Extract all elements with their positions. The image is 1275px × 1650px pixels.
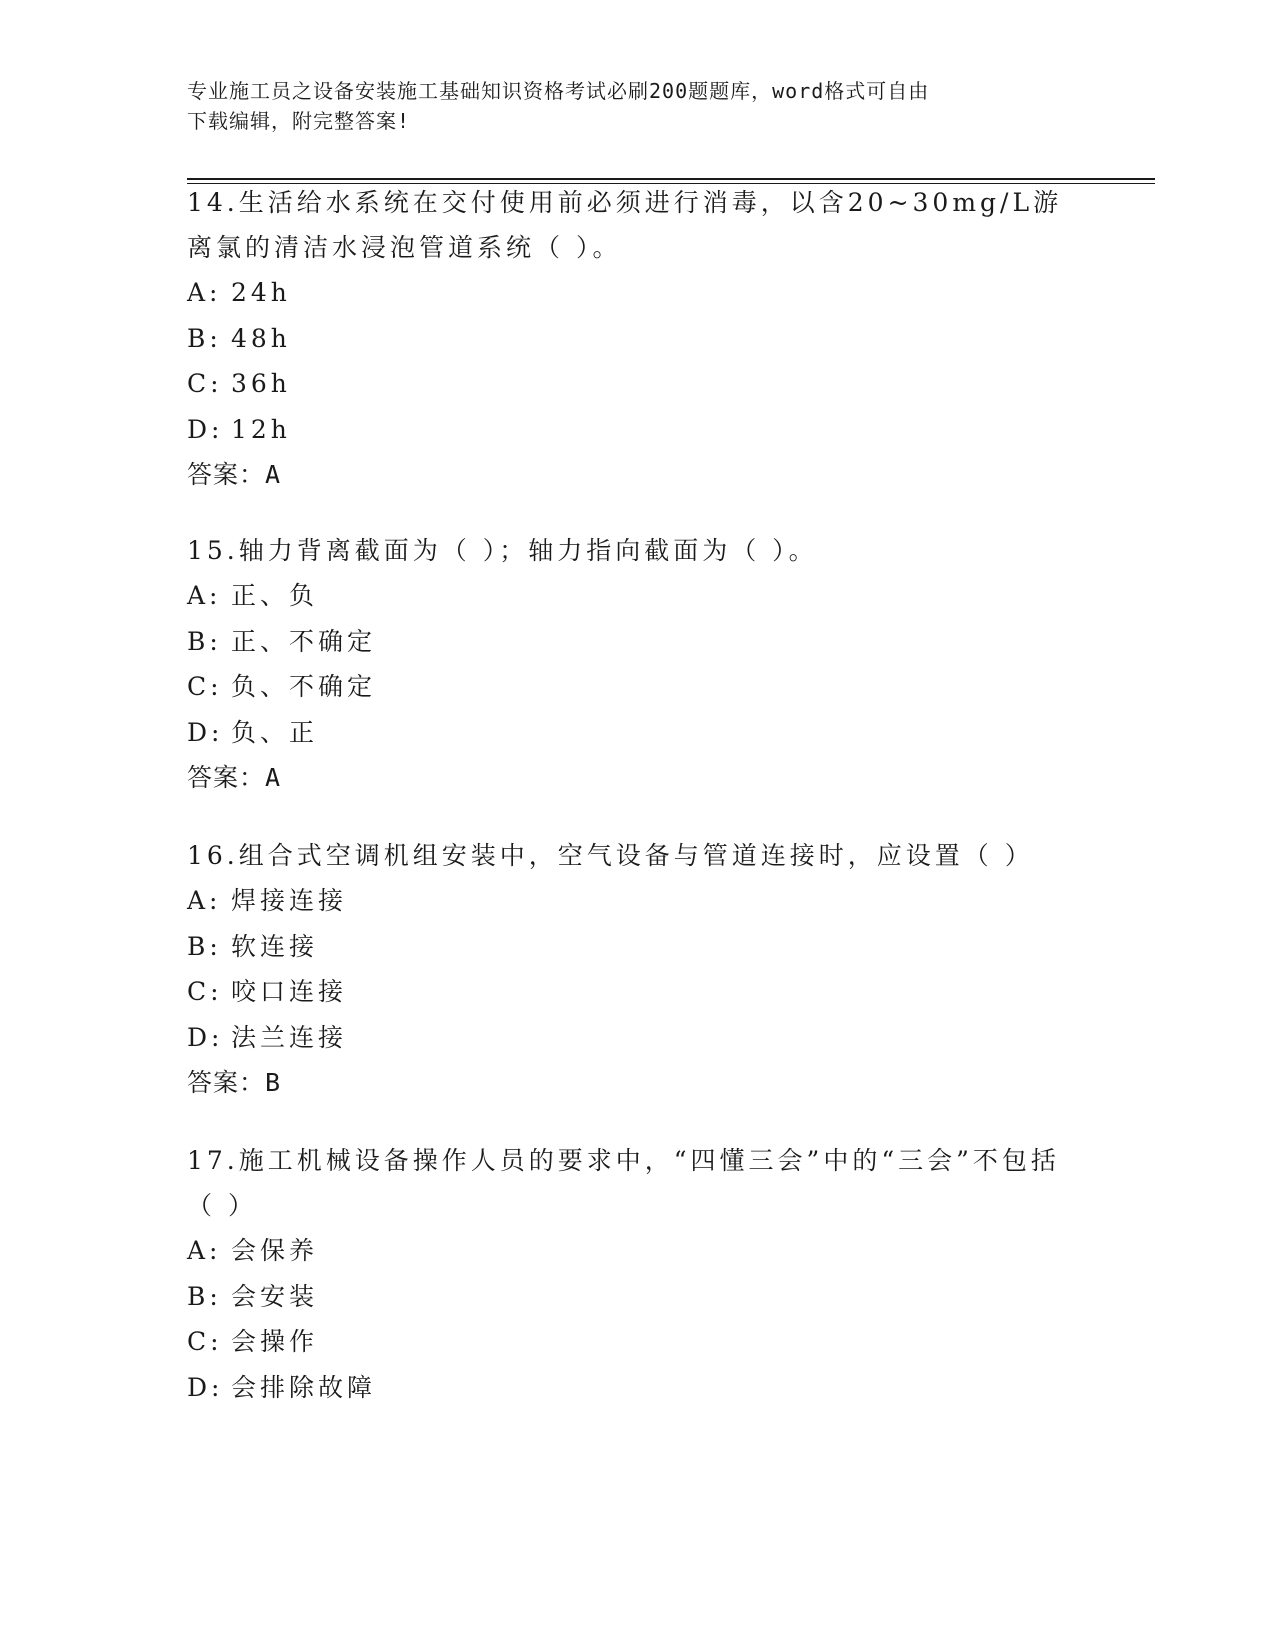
option-letter: C: bbox=[187, 977, 223, 1006]
option-d bbox=[187, 1365, 1087, 1411]
option-text: 焊接连接 bbox=[231, 886, 348, 915]
document-header bbox=[187, 76, 1067, 136]
option-text: 会保养 bbox=[231, 1236, 319, 1265]
option-text: 法兰连接 bbox=[231, 1022, 348, 1052]
option-text: 48h bbox=[231, 323, 291, 353]
option-d bbox=[187, 1015, 1087, 1061]
option-letter: A: bbox=[187, 278, 222, 307]
question-14 bbox=[187, 180, 1087, 497]
option-c bbox=[187, 361, 1087, 407]
question-text: 14.生活给水系统在交付使用前必须进行消毒，以含20~30mg/L游离氯的清洁水浸泡管道系统（ ）。 bbox=[187, 188, 1063, 262]
option-c bbox=[187, 1319, 1087, 1365]
option-a bbox=[187, 270, 1087, 316]
option-letter: B: bbox=[187, 1281, 222, 1311]
option-text: 负、不确定 bbox=[231, 672, 377, 701]
option-b bbox=[187, 619, 1087, 665]
header-line-2: 下载编辑，附完整答案! bbox=[187, 109, 411, 133]
option-letter: C: bbox=[187, 672, 223, 701]
question-text: 17.施工机械设备操作人员的要求中，“四懂三会”中的“三会”不包括（ ） bbox=[187, 1146, 1060, 1220]
option-letter: A: bbox=[187, 1236, 222, 1265]
question-text: 16.组合式空调机组安装中，空气设备与管道连接时，应设置（ ） bbox=[187, 841, 1034, 870]
option-text: 12h bbox=[231, 414, 291, 444]
option-text: 会操作 bbox=[231, 1327, 319, 1356]
option-b bbox=[187, 924, 1087, 970]
option-text: 负、正 bbox=[231, 717, 319, 747]
option-text: 软连接 bbox=[231, 931, 319, 961]
option-letter: A: bbox=[187, 886, 222, 915]
option-c bbox=[187, 664, 1087, 710]
option-letter: D: bbox=[187, 1372, 224, 1402]
option-b bbox=[187, 1274, 1087, 1320]
question-text: 15.轴力背离截面为（ ）；轴力指向截面为（ ）。 bbox=[187, 536, 818, 565]
option-letter: C: bbox=[187, 1327, 223, 1356]
option-b bbox=[187, 316, 1087, 362]
option-d bbox=[187, 710, 1087, 756]
option-letter: C: bbox=[187, 369, 223, 398]
option-text: 36h bbox=[231, 369, 291, 398]
option-letter: B: bbox=[187, 931, 222, 961]
option-a bbox=[187, 1228, 1087, 1274]
option-c bbox=[187, 969, 1087, 1015]
option-letter: B: bbox=[187, 626, 222, 656]
option-letter: A: bbox=[187, 581, 222, 610]
answer-label: 答案：B bbox=[187, 1068, 282, 1097]
option-text: 会安装 bbox=[231, 1281, 319, 1311]
option-text: 24h bbox=[231, 278, 291, 307]
option-text: 咬口连接 bbox=[231, 977, 348, 1006]
option-letter: D: bbox=[187, 717, 224, 747]
option-text: 正、负 bbox=[231, 581, 319, 610]
option-a bbox=[187, 573, 1087, 619]
header-line-1: 专业施工员之设备安装施工基础知识资格考试必刷200题题库，word格式可自由 bbox=[187, 79, 930, 103]
answer-label: 答案：A bbox=[187, 763, 282, 792]
option-text: 会排除故障 bbox=[231, 1372, 377, 1402]
option-letter: D: bbox=[187, 414, 224, 444]
option-letter: B: bbox=[187, 323, 222, 353]
question-16 bbox=[187, 833, 1087, 1105]
option-text: 正、不确定 bbox=[231, 626, 377, 656]
option-letter: D: bbox=[187, 1022, 224, 1052]
question-17 bbox=[187, 1138, 1087, 1410]
option-a bbox=[187, 878, 1087, 924]
answer-label: 答案：A bbox=[187, 460, 282, 489]
question-15 bbox=[187, 528, 1087, 800]
option-d bbox=[187, 407, 1087, 453]
